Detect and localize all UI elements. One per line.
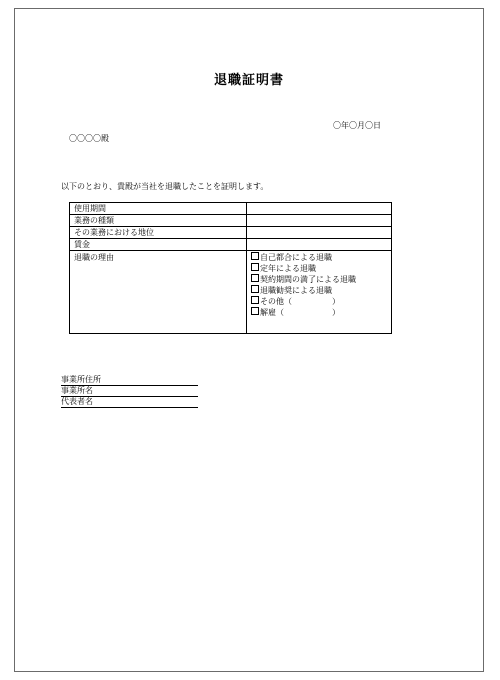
reason-option[interactable] — [251, 252, 387, 263]
signature-block — [61, 375, 198, 408]
table-row — [70, 203, 392, 215]
business-name-field: 事業所名 — [61, 386, 198, 397]
table-row — [70, 251, 392, 334]
row-label-employment-period: 使用期間 — [70, 203, 247, 215]
table-row — [70, 239, 392, 251]
checkbox-icon[interactable] — [251, 285, 259, 293]
business-address-field: 事業所住所 — [61, 375, 198, 386]
reason-option-label: 自己都合による退職 — [260, 253, 332, 262]
row-label-reason: 退職の理由 — [70, 251, 247, 334]
reason-option[interactable] — [251, 296, 387, 307]
reason-options — [247, 251, 392, 334]
addressee: 〇〇〇〇殿 — [69, 134, 109, 143]
reason-option[interactable] — [251, 285, 387, 296]
reason-option[interactable] — [251, 307, 387, 318]
reason-option[interactable] — [251, 263, 387, 274]
row-value-employment-period — [247, 203, 392, 215]
checkbox-icon[interactable] — [251, 296, 259, 304]
reason-option-label: 契約期間の満了による退職 — [260, 275, 356, 284]
checkbox-icon[interactable] — [251, 263, 259, 271]
row-label-position: その業務における地位 — [70, 227, 247, 239]
representative-name-field: 代表者名 — [61, 397, 198, 408]
checkbox-icon[interactable] — [251, 307, 259, 315]
reason-option-label: 定年による退職 — [260, 264, 316, 273]
row-value-position — [247, 227, 392, 239]
row-label-job-type: 業務の種類 — [70, 215, 247, 227]
reason-option-label: その他（ ） — [260, 297, 340, 306]
reason-option-label: 退職勧奨による退職 — [260, 286, 332, 295]
checkbox-icon[interactable] — [251, 252, 259, 260]
row-label-wage: 賃金 — [70, 239, 247, 251]
reason-option[interactable] — [251, 274, 387, 285]
table-row — [70, 227, 392, 239]
certification-statement: 以下のとおり、貴殿が当社を退職したことを証明します。 — [61, 182, 269, 191]
row-value-wage — [247, 239, 392, 251]
document-title: 退職証明書 — [213, 73, 284, 88]
checkbox-icon[interactable] — [251, 274, 259, 282]
reason-option-label: 解雇（ ） — [260, 308, 340, 317]
document-page — [14, 8, 484, 672]
table-row — [70, 215, 392, 227]
certificate-table — [69, 202, 392, 334]
issue-date: 〇年〇月〇日 — [333, 121, 381, 130]
row-value-job-type — [247, 215, 392, 227]
